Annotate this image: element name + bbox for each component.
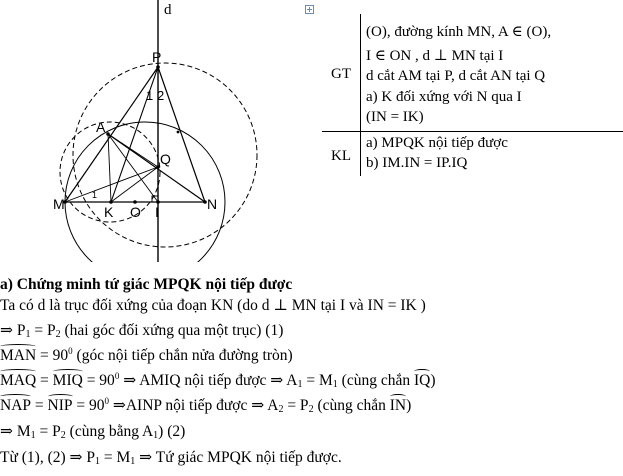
point-a	[106, 132, 110, 136]
label-a: A	[96, 119, 106, 135]
gt-kl-table	[322, 0, 623, 176]
gt-line-2: I ∈ ON , d ⊥ MN tại I	[366, 48, 504, 64]
solution-line-5: NAP = NIP = $90^0$ ⇒AINP nội tiếp được ⇒ $A_2 = P_2$ (cùng chắn IN)	[0, 396, 412, 415]
solution-line-4: MAQ = MIQ = $90^0$ ⇒ AMIQ nội tiếp được ⇒ $A_1 = M_1$ (cùng chắn IQ)	[0, 371, 436, 390]
label-i: I	[155, 204, 159, 220]
segment-mp	[65, 67, 158, 202]
point-p	[156, 65, 160, 69]
label-m: M	[53, 196, 65, 212]
label-angle-2: 2	[157, 88, 165, 103]
label-n: N	[207, 196, 218, 212]
label-angle-1: 1	[146, 88, 154, 103]
kl-line-1: a) MPQK nội tiếp được	[366, 135, 508, 151]
solution-heading: a) Chứng minh tứ giác MPQK nội tiếp được	[0, 276, 293, 293]
label-q: Q	[160, 151, 171, 167]
label-k: K	[104, 204, 114, 220]
segment-kq	[111, 167, 158, 202]
label-small-1: 1	[92, 190, 98, 200]
label-d: d	[164, 2, 172, 18]
label-o: O	[130, 204, 141, 220]
kl-line-2: b) IM.IN = IP.IQ	[366, 155, 468, 171]
table-move-handle[interactable]	[305, 5, 314, 14]
table-horizontal-divider	[322, 131, 623, 132]
segment-ai	[108, 134, 158, 202]
solution-line-2: ⇒ $P_1 = P_2$ (hai góc đối xứng qua một trục) (1)	[0, 322, 284, 340]
solution-line-3: MAN = $90^0$ (góc nội tiếp chắn nửa đường tròn)	[0, 346, 293, 364]
gt-label: GT	[331, 66, 351, 82]
geometry-figure	[0, 0, 300, 262]
label-p: P	[152, 49, 162, 65]
gt-line-3: d cắt AM tại P, d cắt AN tại Q	[366, 68, 546, 84]
kl-label: KL	[331, 148, 351, 164]
segment-mq	[65, 167, 158, 202]
gt-line-5: (IN = IK)	[366, 109, 424, 125]
gt-line-1: (O), đường kính MN, A ∈ (O),	[366, 24, 552, 40]
segment-pn	[158, 67, 205, 202]
point-misc	[177, 131, 180, 134]
gt-line-4: a) K đối xứng với N qua I	[366, 89, 522, 105]
solution-line-1: Ta có d là trục đối xứng của đoạn KN (do d ⊥ MN tại I và IN = IK )	[0, 297, 426, 314]
solution-line-6: ⇒ $M_1 = P_2$ (cùng bằng $A_1$) (2)	[0, 423, 186, 441]
solution-line-7: Từ (1), (2) ⇒ $P_1 = M_1$ ⇒ Tứ giác MPQK nội tiếp được.	[0, 449, 342, 467]
segment-ak	[108, 134, 111, 202]
table-vertical-divider	[360, 14, 361, 176]
